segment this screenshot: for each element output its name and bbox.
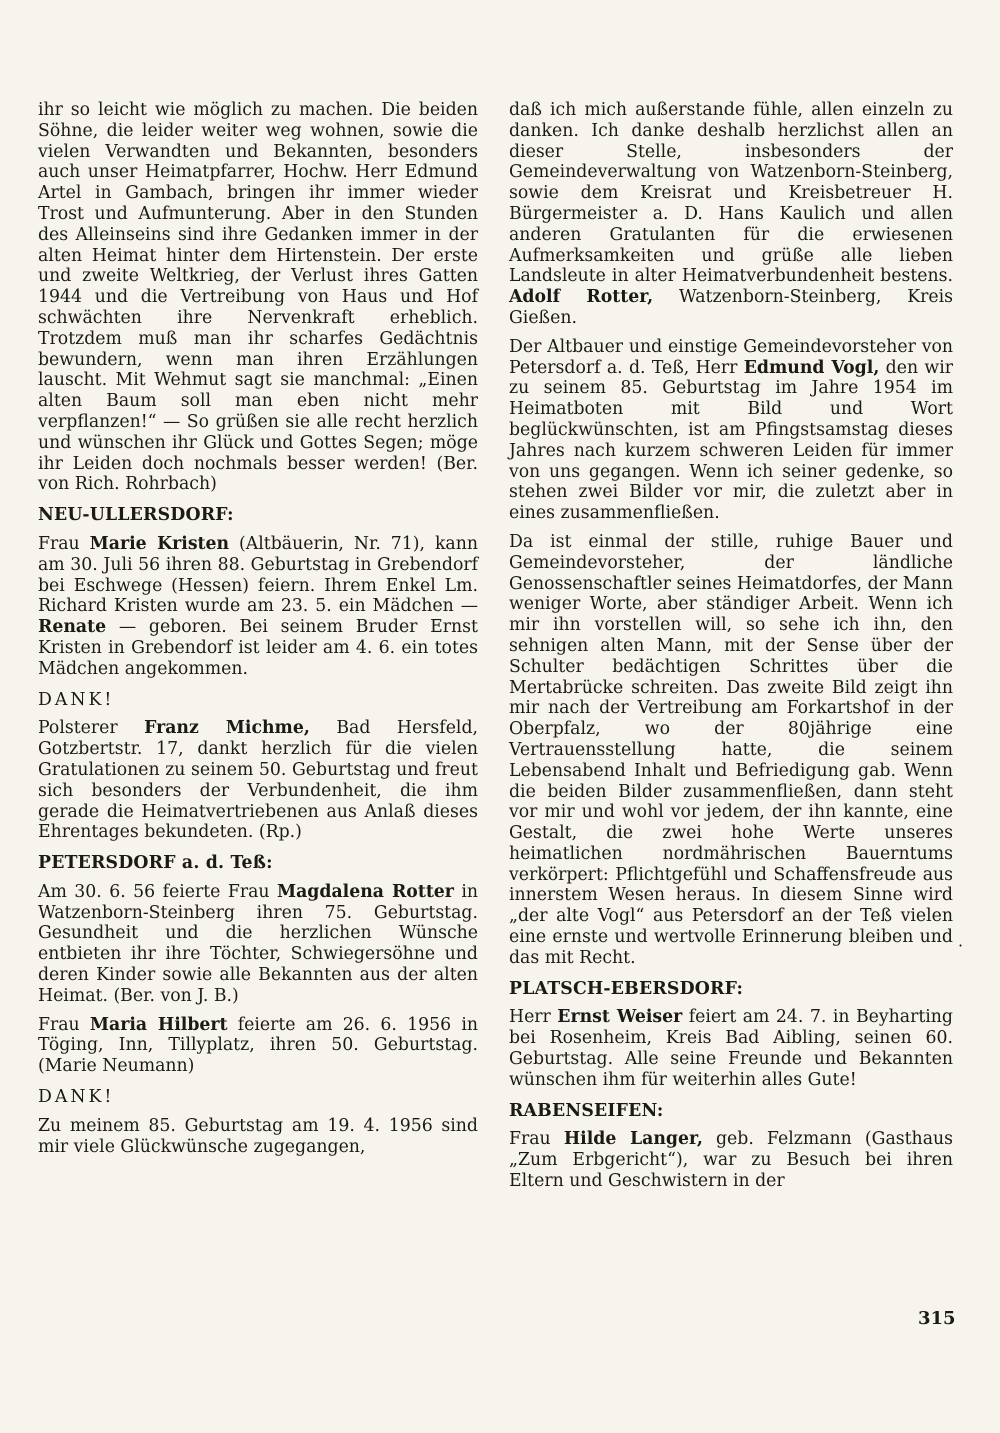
text-run: in Watzenborn-Steinberg ihren 75. Geburtstag. Gesundheit und die herzlichen Wünsche entbieten ihr ihre Töchter, Schwiegersöhne und deren Kinder sowie alle Bekannten aus der alten Heimat. (Ber. von J. B.)	[38, 881, 479, 1006]
text-run: geb. Felzmann (Gasthaus „Zum Erbgericht“), war zu Besuch bei ihren Eltern und Geschwistern in der	[509, 1129, 953, 1192]
article-paragraph: Da ist einmal der stille, ruhige Bauer und Gemeindevorsteher, der ländliche Genossenschaftler seines Heimatdorfes, der Mann weniger Worte, aber ständiger Arbeit. Wenn ich mir ihn vorstellen will, so sehe ich ihn, den sehnigen alten Mann, mit der Sense über der Schulter bedächtigen Schrittes über die Mertabrücke schreiten. Das zweite Bild zeigt ihn mir nach der Vertreibung am Forkartshof in der Oberpfalz, wo der 80jährige eine Vertrauensstellung hatte, die seinem Lebensabend Inhalt und Befriedigung gab. Wenn die beiden Bilder zusammenfließen, dann steht vor mir und wohl vor jedem, der ihn kannte, eine Gestalt, die zwei hohe Werte unseres heimatlichen nordmährischen Bauerntums verkörpert: Pflichtgefühl und Schaffensfreude aus innerstem Wesen heraus. In diesem Sinne wird „der alte Vogl“ aus Petersdorf an der Teß vielen eine ernste und wertvolle Erinnerung bleiben und das mit Recht.	[509, 531, 953, 968]
text-run: Am 30. 6. 56 feierte Frau	[38, 881, 277, 902]
text-run: daß ich mich außerstande fühle, allen einzeln zu danken. Ich danke deshalb herzlichst allen an dieser Stelle, insbesonders der Gemeindeverwaltung von Watzenborn-Steinberg, sowie dem Kreisrat und Kreisbetreuer H. Bürgermeister a. D. Hans Kaulich und allen anderen Gratulanten für die erwiesenen Aufmerksamkeiten und grüße alle lieben Landsleute in alter Heimatverbundenheit bestens.	[509, 100, 953, 287]
person-name: Magdalena Rotter	[276, 881, 454, 902]
text-run: Bad Hersfeld, Gotzbertstr. 17, dankt herzlich für die vielen Gratulationen zu seinem 50. Geburtstag und freut sich besonders der Verbundenheit, die ihm gerade die Heimatvertriebenen aus Anlaß dieses Ehrentages bekundeten. (Rp.)	[38, 718, 479, 843]
text-run: (Altbäuerin, Nr. 71), kann am 30. Juli 56 ihren 88. Geburtstag in Grebendorf bei Eschwege (Hessen) feiern. Ihrem Enkel Lm. Richard Kristen wurde am 23. 5. ein Mädchen —	[38, 533, 478, 617]
article-paragraph	[38, 534, 478, 680]
article-paragraph: Zu meinem 85. Geburtstag am 19. 4. 1956 sind mir viele Glückwünsche zugegangen,	[38, 1115, 478, 1157]
person-name: Hilde Langer,	[563, 1129, 703, 1150]
text-run: Herr	[509, 1007, 558, 1028]
text-run: den wir zu seinem 85. Geburtstag im Jahre 1954 im Heimatboten mit Bild und Wort beglückwünschten, ist am Pfingstsamstag dieses Jahres nach kurzem schweren Leiden für immer von uns gegangen. Wenn ich seiner gedenke, so stehen zwei Bilder vor mir, die zuletzt aber in eines zusammenfließen.	[509, 357, 953, 524]
person-name: Adolf Rotter,	[509, 287, 654, 308]
right-column	[509, 100, 953, 1192]
text-run: — geboren. Bei seinem Bruder Ernst Kristen in Grebendorf ist leider am 4. 6. ein totes Mädchen angekommen.	[38, 617, 478, 679]
text-run: feierte am 26. 6. 1956 in Töging, Inn, Tillyplatz, ihren 50. Geburtstag. (Marie Neumann)	[38, 1014, 478, 1077]
text-run: Polsterer	[38, 718, 145, 739]
article-paragraph	[509, 1129, 953, 1191]
article-paragraph: ihr so leicht wie möglich zu machen. Die beiden Söhne, die leider weiter weg wohnen, sowie die vielen Verwandten und Bekannten, besonders auch unser Heimatpfarrer, Hochw. Herr Edmund Artel in Gambach, bringen ihr immer wieder Trost und Aufmunterung. Aber in den Stunden des Alleinseins sind ihre Gedanken immer in der alten Heimat hinter dem Hirtenstein. Der erste und zweite Weltkrieg, der Verlust ihres Gatten 1944 und die Vertreibung von Haus und Hof schwächten ihre Nervenkraft erheblich. Trotzdem muß man ihr scharfes Gedächtnis bewundern, wenn man ihren Erzählungen lauscht. Mit Wehmut sagt sie manchmal: „Einen alten Baum soll man eben nicht mehr verpflanzen!“ — So grüßen sie alle recht herzlich und wünschen ihr Glück und Gottes Segen; möge ihr Leiden doch nochmals besser werden! (Ber. von Rich. Rohrbach)	[38, 100, 478, 495]
left-column	[38, 100, 478, 1157]
text-run: Watzenborn-Steinberg, Kreis Gießen.	[509, 287, 953, 328]
page-number: 315	[918, 1308, 956, 1329]
text-run: Frau	[38, 1014, 90, 1035]
text-run: feiert am 24. 7. in Beyharting bei Rosenheim, Kreis Bad Aibling, seinen 60. Geburtstag. Alle seine Freunde und Bekannten wünschen ihm für weiterhin alles Gute!	[509, 1007, 953, 1090]
text-run: Der Altbauer und einstige Gemeindevorsteher von Petersdorf a. d. Teß, Herr	[509, 336, 953, 378]
person-name: Edmund Vogl,	[743, 357, 880, 378]
person-name: Marie Kristen	[89, 533, 230, 554]
article-paragraph	[509, 337, 953, 524]
section-heading-dank: DANK!	[38, 1087, 115, 1108]
section-heading-dank: DANK!	[38, 689, 115, 710]
section-heading-platsch-ebersdorf: PLATSCH-EBERSDORF:	[509, 978, 744, 999]
section-heading-rabenseifen: RABENSEIFEN:	[509, 1100, 664, 1121]
section-heading-neu-ullersdorf: NEU-ULLERSDORF:	[38, 505, 234, 526]
person-name: Renate	[38, 617, 107, 638]
person-name: Ernst Weiser	[557, 1007, 683, 1028]
person-name: Maria Hilbert	[89, 1014, 228, 1035]
article-paragraph	[38, 882, 478, 1007]
text-run: Frau	[38, 533, 90, 554]
article-paragraph	[38, 1015, 478, 1077]
person-name: Franz Michme,	[144, 718, 310, 739]
margin-dot-mark: ·	[958, 936, 964, 955]
section-heading-petersdorf: PETERSDORF a. d. Teß:	[38, 853, 273, 874]
article-paragraph	[509, 100, 953, 329]
text-run: Frau	[509, 1129, 564, 1150]
article-paragraph	[509, 1007, 953, 1090]
article-paragraph	[38, 718, 478, 843]
